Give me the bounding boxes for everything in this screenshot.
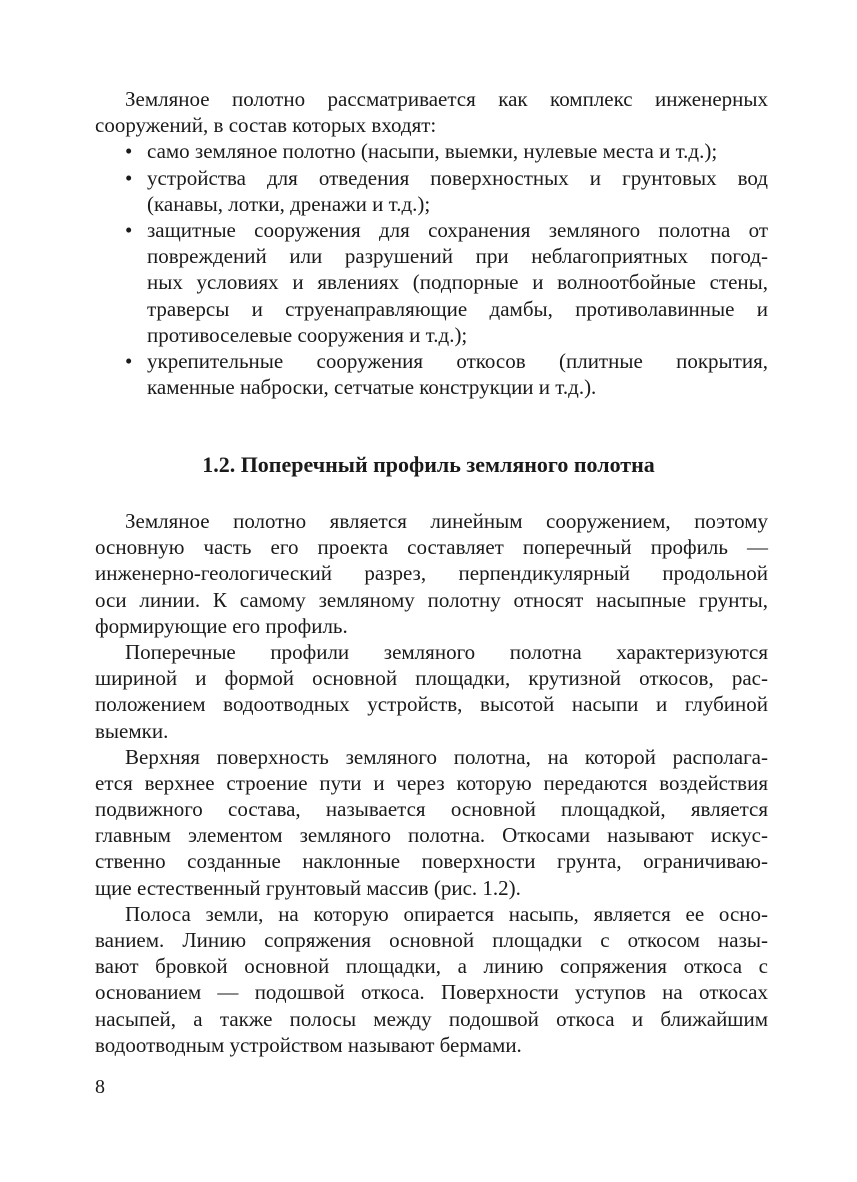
- paragraph-line: Земляное полотно является линейным сооружением, поэтому: [125, 509, 768, 533]
- bullet-item: [95, 165, 768, 217]
- bullet-item: [95, 217, 768, 348]
- paragraph-line: ется верхнее строение пути и через которую передаются воздействия: [95, 770, 768, 795]
- intro-section: [95, 86, 768, 400]
- bullet-icon: •: [125, 348, 133, 373]
- intro-line: сооружений, в состав которых входят:: [95, 113, 437, 138]
- paragraph: [95, 901, 768, 1058]
- paragraph-line: формирующие его профиль.: [95, 613, 348, 638]
- paragraph-line: Верхняя поверхность земляного полотна, на которой располага-: [125, 744, 768, 769]
- bullet-line: противоселевые сооружения и т.д.);: [147, 322, 468, 347]
- bullet-line: каменные наброски, сетчатые конструкции и т.д.).: [147, 375, 597, 400]
- bullet-line: • защитные сооружения для сохранения земляного полотна от: [125, 217, 768, 242]
- paragraph-line: положением водоотводных устройств, высотой насыпи и глубиной: [95, 692, 768, 717]
- paragraph-line: шириной и формой основной площадки, крутизной откосов, рас-: [95, 666, 768, 691]
- paragraph-line: подвижного состава, называется основной площадкой, является: [95, 797, 768, 822]
- paragraph-line: выемки.: [95, 718, 169, 743]
- bullet-line: (канавы, лотки, дренажи и т.д.);: [147, 191, 431, 216]
- bullet-icon: •: [125, 165, 133, 190]
- paragraph-line: инженерно-геологический разрез, перпендикулярный продольной: [95, 561, 768, 586]
- intro-line: Земляное полотно рассматривается как комплекс инженерных: [125, 87, 768, 111]
- bullet-line: траверсы и струенаправляющие дамбы, противолавинные и: [147, 296, 768, 321]
- paragraph-line: ванием. Линию сопряжения основной площадки с откосом назы-: [95, 928, 768, 952]
- paragraph: [95, 744, 768, 901]
- bullet-line: • само земляное полотно (насыпи, выемки, нулевые места и т.д.);: [125, 139, 718, 164]
- bullet-line: повреждений или разрушений при неблагоприятных погод-: [147, 244, 768, 269]
- section-heading: 1.2. Поперечный профиль земляного полотна: [202, 452, 655, 477]
- bullet-item: [95, 138, 768, 164]
- page-number: 8: [95, 1076, 105, 1098]
- paragraph: [95, 508, 768, 639]
- paragraph-line: Полоса земли, на которую опирается насыпь, является ее осно-: [125, 901, 768, 926]
- paragraph-line: Поперечные профили земляного полотна характеризуются: [125, 639, 768, 664]
- paragraph-line: основанием — подошвой откоса. Поверхности уступов на откосах: [95, 980, 768, 1005]
- paragraph-line: насыпей, а также полосы между подошвой откоса и ближайшим: [95, 1006, 768, 1031]
- paragraph: [95, 639, 768, 744]
- paragraph-line: оси линии. К самому земляному полотну относят насыпные грунты,: [95, 587, 768, 612]
- bullet-line: • укрепительные сооружения откосов (плитные покрытия,: [125, 348, 768, 373]
- bullet-line: ных условиях и явлениях (подпорные и волноотбойные стены,: [147, 270, 768, 295]
- paragraph-line: водоотводным устройством называют бермами.: [95, 1032, 522, 1057]
- paragraph-line: основную часть его проекта составляет поперечный профиль —: [95, 535, 768, 560]
- bullet-icon: •: [125, 217, 133, 242]
- paragraph-line: щие естественный грунтовый массив (рис. 1.2).: [95, 875, 521, 900]
- bullet-icon: •: [125, 139, 133, 164]
- bullet-line: • устройства для отведения поверхностных и грунтовых вод: [125, 165, 768, 190]
- paragraph-line: главным элементом земляного полотна. Откосами называют искус-: [95, 823, 768, 848]
- paragraph-line: ственно созданные наклонные поверхности грунта, ограничиваю-: [95, 849, 768, 874]
- bullet-item: [95, 348, 768, 400]
- paragraph-line: вают бровкой основной площадки, а линию сопряжения откоса с: [95, 954, 768, 979]
- body-section: [95, 508, 768, 1058]
